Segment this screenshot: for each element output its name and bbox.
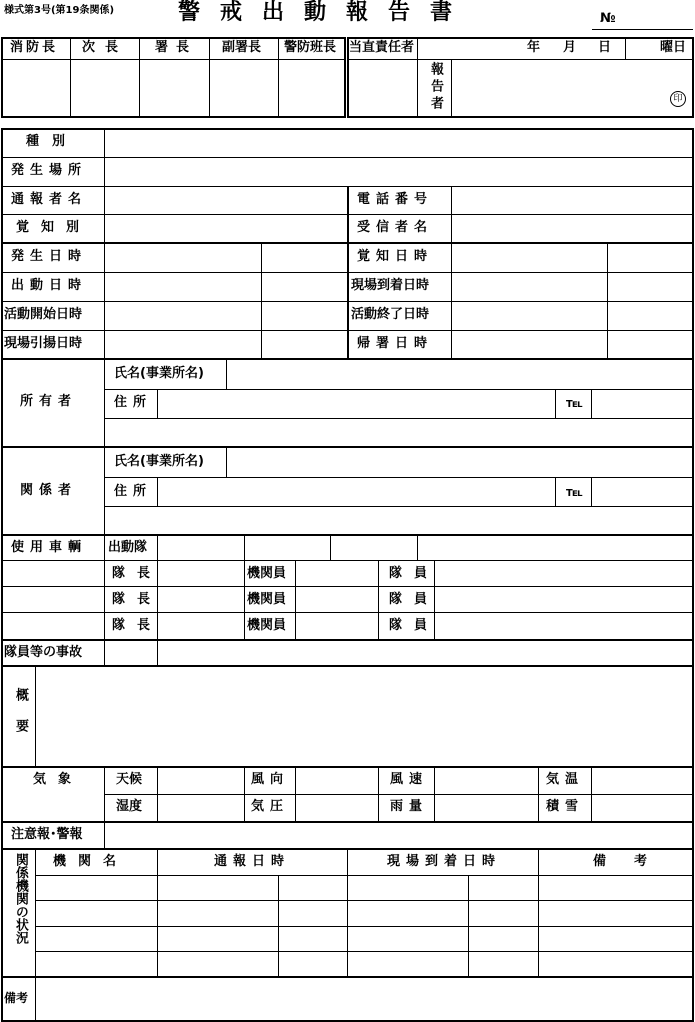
approval-station-chief: 署長 [155,40,198,55]
owner-label: 所有者 [20,394,78,409]
related-address-label: 住所 [114,484,153,499]
summary-label: 概要 [13,688,28,750]
related-name-label: 氏名(事業所名) [114,454,204,469]
dispatch-datetime-label: 出動日時 [11,278,88,293]
weather-temperature: 気温 [546,772,585,787]
member-label-2: 隊員 [389,592,440,607]
weather-rainfall: 雨量 [390,799,429,814]
member-label-3: 隊員 [389,618,440,633]
phone-label: 電話番号 [357,192,434,207]
arrive-datetime-label: 現場到着日時 [351,278,430,293]
engineer-label-1: 機関員 [247,566,287,581]
date-day: 日 [598,40,612,55]
engineer-label-2: 機関員 [247,592,287,607]
captain-label-1: 隊長 [112,566,163,581]
perceive-type-label: 覚知別 [16,220,92,235]
member-label-1: 隊員 [389,566,440,581]
engineer-label-3: 機関員 [247,618,287,633]
weather-wind-direction: 風向 [251,772,290,787]
warning-label: 注意報･警報 [11,827,83,842]
page-title: 警戒出動報告書 [178,0,473,25]
act-end-label: 活動終了日時 [351,307,430,322]
approval-deputy-chief: 次長 [82,40,129,55]
weather-snowfall: 積雪 [546,799,585,814]
approval-squad-leader: 警防班長 [284,40,337,55]
number-label: № [600,11,616,26]
weather-label: 気象 [33,772,84,787]
duty-officer-label: 当直責任者 [349,40,415,55]
reporter-label: 報告者 [428,62,443,113]
date-weekday: 曜日 [660,40,687,55]
act-start-label: 活動開始日時 [4,307,83,322]
kind-label: 種 別 [26,134,66,149]
vehicles-unit-label: 出動隊 [108,540,148,555]
informer-label: 通報者名 [11,192,88,207]
date-month: 月 [563,40,577,55]
agency-notify-header: 通報日時 [214,854,291,869]
agency-remarks-header: 備考 [593,854,676,869]
seal-mark: 印 [670,91,686,107]
perceive-datetime-label: 覚知日時 [357,249,434,264]
occur-datetime-label: 発生日時 [11,249,88,264]
return-label: 帰署日時 [357,336,434,351]
agency-arrive-header: 現場到着日時 [387,854,502,869]
owner-address-label: 住所 [114,395,153,410]
accident-label: 隊員等の事故 [4,645,83,660]
agencies-label: 関係機関の状況 [12,853,28,944]
related-tel-label: ℡ [566,485,583,500]
receiver-label: 受信者名 [357,220,434,235]
form-number: 様式第3号(第19条関係) [4,5,115,16]
related-label: 関係者 [20,483,78,498]
weather-wind-speed: 風速 [390,772,429,787]
owner-tel-label: ℡ [566,396,583,411]
agency-name-header: 機関名 [53,854,129,869]
remarks-label: 備考 [4,991,29,1005]
approval-vice-station-chief: 副署長 [222,40,262,55]
captain-label-3: 隊長 [112,618,163,633]
weather-pressure: 気圧 [251,799,290,814]
vehicles-label: 使用車輌 [11,540,88,555]
weather-humidity: 湿度 [116,799,143,814]
withdraw-label: 現場引揚日時 [4,336,83,351]
place-label: 発生場所 [11,163,88,178]
captain-label-2: 隊長 [112,592,163,607]
approval-chief: 消防長 [10,40,59,55]
date-year: 年 [527,40,541,55]
weather-sky: 天候 [116,772,143,787]
owner-name-label: 氏名(事業所名) [114,366,204,381]
